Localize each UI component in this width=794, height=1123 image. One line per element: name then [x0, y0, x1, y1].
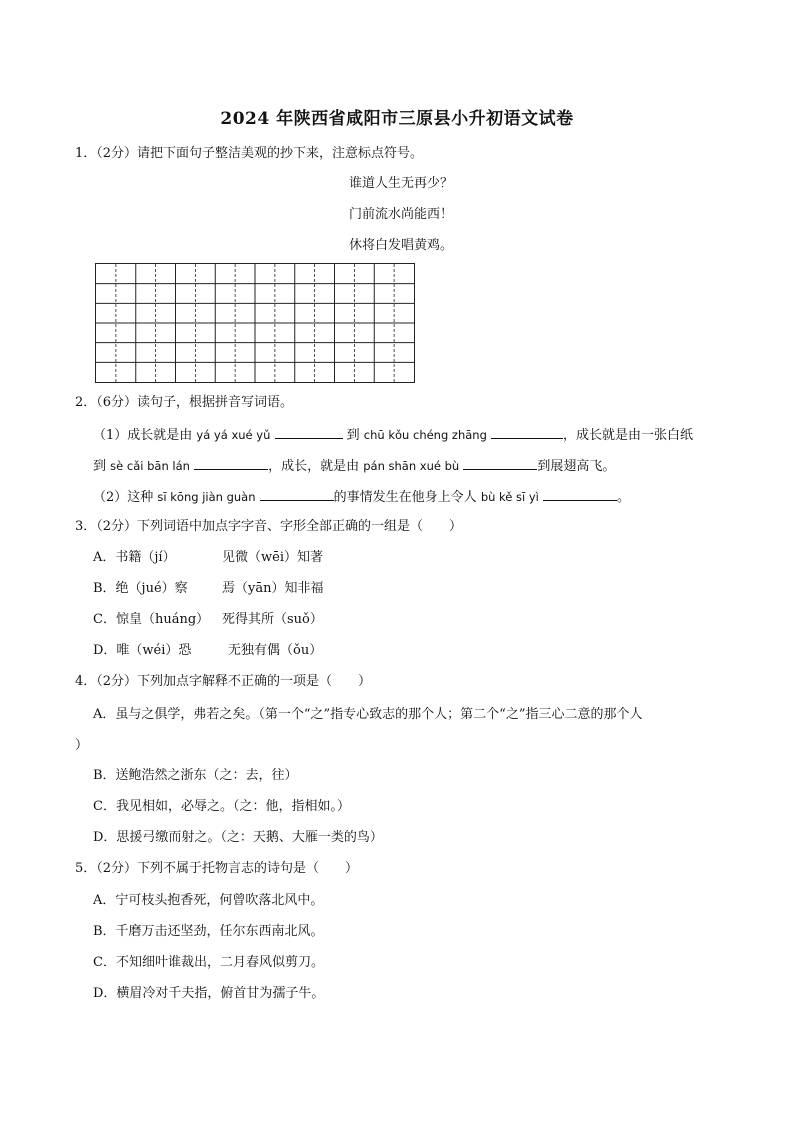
pinyin-1: yá yá xué yǔ [196, 428, 271, 442]
option-a-cont: ） [75, 738, 89, 753]
option-c-word-2: 死得其所（suǒ） [222, 612, 323, 627]
poem-line-3: 休将白发唱黄鸡。 [349, 238, 454, 253]
question-2-sentence-1-cont [93, 456, 615, 476]
pinyin-2: chū kǒu chéng zhāng [363, 428, 487, 442]
question-2-sentence-1 [93, 425, 693, 445]
answer-blank-6[interactable] [543, 487, 617, 501]
option-c[interactable]: C．惊皇（huáng） [93, 612, 210, 627]
q2-text: 的事情发生在他身上令人 [333, 490, 477, 505]
option-a[interactable]: A．虽与之俱学，弗若之矣。（第一个“之”指专心致志的那个人；第二个“之”指三心二意的那个人 [93, 707, 643, 722]
option-b[interactable]: B．千磨万击还坚劲，任尔东西南北风。 [93, 924, 324, 939]
q2-text: 到 [93, 459, 107, 474]
q2-text: 到 [346, 428, 360, 443]
option-a[interactable]: A．书籍（jí） [93, 550, 176, 565]
pinyin-6: bù kě sī yì [480, 490, 539, 504]
option-b[interactable]: B．送鲍浩然之浙东（之：去，往） [93, 768, 298, 783]
question-5-stem: 5．（2分）下列不属于托物言志的诗句是（ ） [75, 861, 359, 876]
option-d[interactable]: D．唯（wéi）恐 [93, 643, 192, 658]
answer-blank-2[interactable] [491, 425, 563, 439]
option-b-word-2: 焉（yān）知非福 [222, 581, 324, 596]
poem-line-2: 门前流水尚能西！ [349, 207, 454, 222]
pinyin-3: sè cǎi bān lán [110, 459, 190, 473]
writing-grid[interactable] [95, 263, 415, 383]
option-a-word-2: 见微（wēi）知著 [222, 550, 323, 565]
q2-text: 。 [617, 490, 631, 505]
option-b[interactable]: B．绝（jué）察 [93, 581, 188, 596]
q2-text: （1）成长就是由 [93, 428, 193, 443]
option-a[interactable]: A．宁可枝头抱香死，何曾吹落北风中。 [93, 893, 324, 908]
q2-text: （2）这种 [93, 490, 154, 505]
question-1-stem: 1．（2分）请把下面句子整洁美观的抄下来，注意标点符号。 [75, 146, 424, 161]
writing-grid-lines [96, 264, 414, 382]
page-title: 2024 年陕西省咸阳市三原县小升初语文试卷 [220, 109, 574, 129]
option-c[interactable]: C．我见相如，必辱之。（之：他，指相如。） [93, 799, 350, 814]
option-d[interactable]: D．思援弓缴而射之。（之：天鹅、大雁一类的鸟） [93, 830, 383, 845]
answer-blank-1[interactable] [275, 425, 343, 439]
option-d-word-2: 无独有偶（ǒu） [228, 643, 323, 658]
answer-blank-4[interactable] [463, 456, 537, 470]
question-3-stem: 3．（2分）下列词语中加点字字音、字形全部正确的一组是（ ） [75, 519, 463, 534]
q2-text: 到展翅高飞。 [537, 459, 616, 474]
answer-blank-3[interactable] [194, 456, 268, 470]
question-2-sentence-2 [93, 487, 630, 507]
pinyin-5: sī kōng jiàn guàn [157, 490, 256, 504]
q2-text: ，成长就是由一张白纸 [563, 428, 694, 443]
question-4-stem: 4．（2分）下列加点字解释不正确的一项是（ ） [75, 674, 372, 689]
question-2-stem: 2．（6分）读句子，根据拼音写词语。 [75, 395, 294, 410]
poem-line-1: 谁道人生无再少？ [349, 176, 454, 191]
answer-blank-5[interactable] [260, 487, 334, 501]
option-c[interactable]: C．不知细叶谁裁出，二月春风似剪刀。 [93, 955, 324, 970]
q2-text: ，成长，就是由 [268, 459, 360, 474]
pinyin-4: pán shān xué bù [363, 459, 460, 473]
option-d[interactable]: D．横眉冷对千夫指，俯首甘为孺子牛。 [93, 986, 325, 1001]
